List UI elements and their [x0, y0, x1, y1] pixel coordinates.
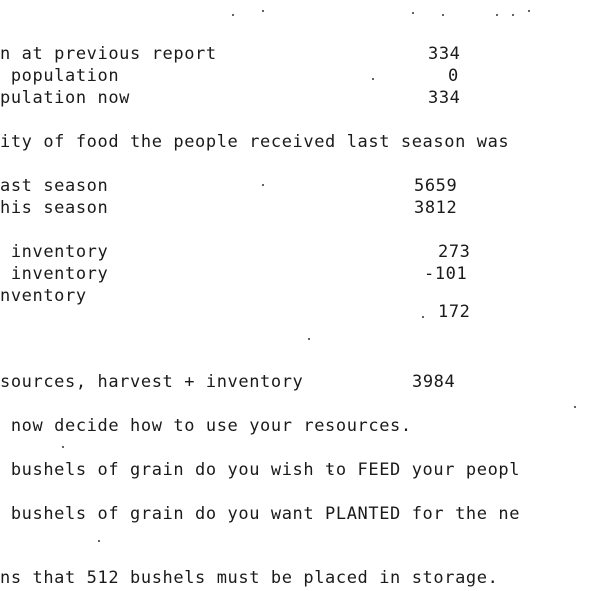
- population-now-label: pulation now: [0, 88, 131, 108]
- inventory-change-value: -101: [424, 264, 468, 284]
- harvest-this-label: his season: [0, 198, 109, 218]
- scan-speck: [62, 446, 64, 448]
- harvest-last-value: 5659: [414, 176, 458, 196]
- scan-speck: [98, 540, 100, 542]
- population-previous-value: 334: [428, 44, 461, 64]
- scan-speck: [528, 10, 530, 12]
- inventory-change-label: inventory: [0, 264, 109, 284]
- scan-speck: [262, 10, 264, 12]
- scan-speck: [372, 78, 374, 80]
- scan-speck: [422, 316, 424, 318]
- scan-speck: [308, 338, 310, 340]
- scan-speck: [232, 14, 234, 16]
- population-change-label: population: [0, 66, 120, 86]
- decide-resources-line: now decide how to use your resources.: [0, 416, 412, 436]
- population-previous-label: n at previous report: [0, 44, 217, 64]
- inventory-previous-label: inventory: [0, 242, 109, 262]
- population-now-value: 334: [428, 88, 461, 108]
- inventory-now-value: 172: [438, 302, 471, 322]
- feed-grain-prompt[interactable]: bushels of grain do you wish to FEED your peopl: [0, 460, 521, 480]
- harvest-this-value: 3812: [414, 198, 458, 218]
- plant-grain-prompt[interactable]: bushels of grain do you want PLANTED for the ne: [0, 504, 521, 524]
- scan-speck: [496, 14, 498, 16]
- scan-speck: [574, 406, 576, 408]
- scan-speck: [412, 12, 414, 14]
- scan-speck: [442, 14, 444, 16]
- scan-speck: [512, 14, 514, 16]
- storage-requirement-line: ns that 512 bushels must be placed in storage.: [0, 568, 499, 588]
- inventory-previous-value: 273: [438, 242, 471, 262]
- total-resources-label: sources, harvest + inventory: [0, 372, 304, 392]
- food-received-line: ity of food the people received last season was: [0, 132, 510, 152]
- harvest-last-label: ast season: [0, 176, 109, 196]
- population-change-value: 0: [448, 66, 459, 86]
- scan-speck: [262, 184, 264, 186]
- inventory-now-label: nventory: [0, 286, 87, 306]
- total-resources-value: 3984: [412, 372, 456, 392]
